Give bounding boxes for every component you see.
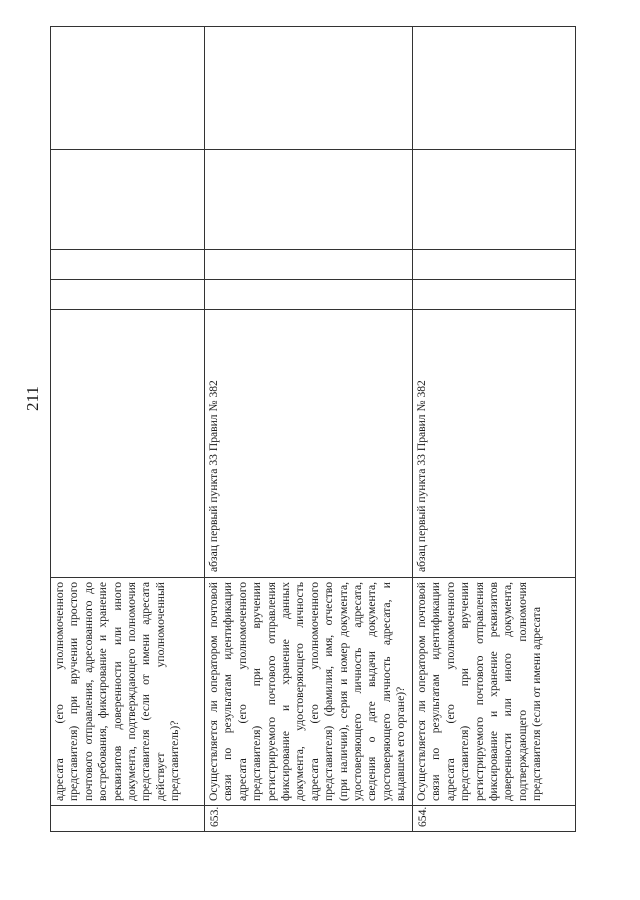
answer-no-cell <box>413 250 575 280</box>
answer-yes-cell <box>51 280 205 310</box>
answer-yes-cell <box>205 280 413 310</box>
number-cell: 653. <box>205 806 413 832</box>
table-row <box>50 26 205 832</box>
comment-cell <box>205 26 413 150</box>
question-cell <box>413 578 575 806</box>
table-row <box>412 26 576 832</box>
basis-text: абзац первый пункта 33 Правил № 382 <box>207 380 220 572</box>
inspection-table <box>50 26 575 832</box>
basis-cell <box>205 310 413 578</box>
answer-yes-cell <box>413 280 575 310</box>
page-number: 211 <box>23 386 42 411</box>
question-text: Осуществляется ли оператором почтовой связи по результатам идентификации адресата (его уполномоченного представителя) при вручении регистрируемого почтового отправления фиксирование и хранение реквизитов доверенности или иного документа, подтверждающего полномочия представителя (если от имени адресата <box>415 582 544 801</box>
question-text: адресата (его уполномоченного представителя) при вручении простого почтового отправления, адресованного до востребования, фиксирование и хранение реквизитов доверенности или иного документа, подтверждающего полномочия представителя (если от имени адресата действует уполномоченный представитель)? <box>53 582 182 801</box>
number-cell: 654. <box>413 806 575 832</box>
answer-na-cell <box>51 150 205 250</box>
answer-na-cell <box>413 150 575 250</box>
comment-cell <box>413 26 575 150</box>
basis-text: абзац первый пункта 33 Правил № 382 <box>415 380 428 572</box>
question-cell <box>51 578 205 806</box>
basis-text <box>51 310 53 577</box>
number-cell <box>51 806 205 832</box>
answer-no-cell <box>51 250 205 280</box>
table-row <box>204 26 413 832</box>
answer-no-cell <box>205 250 413 280</box>
answer-na-cell <box>205 150 413 250</box>
question-cell <box>205 578 413 806</box>
question-text: Осуществляется ли оператором почтовой связи по результатам идентификации адресата (его уполномоченного представителя) при вручении регистрируемого почтового отправления фиксирование и хранение данных документа, удостоверяющего личность адресата (его уполномоченного представителя) (фамилия, имя, отчество (при наличии), серия и номер документа, удостоверяющего личность адресата, сведения о дате выдачи документа, удостоверяющего личность адресата, и выдавшем его органе)? <box>207 582 408 801</box>
comment-cell <box>51 26 205 150</box>
basis-cell <box>51 310 205 578</box>
basis-cell <box>413 310 575 578</box>
